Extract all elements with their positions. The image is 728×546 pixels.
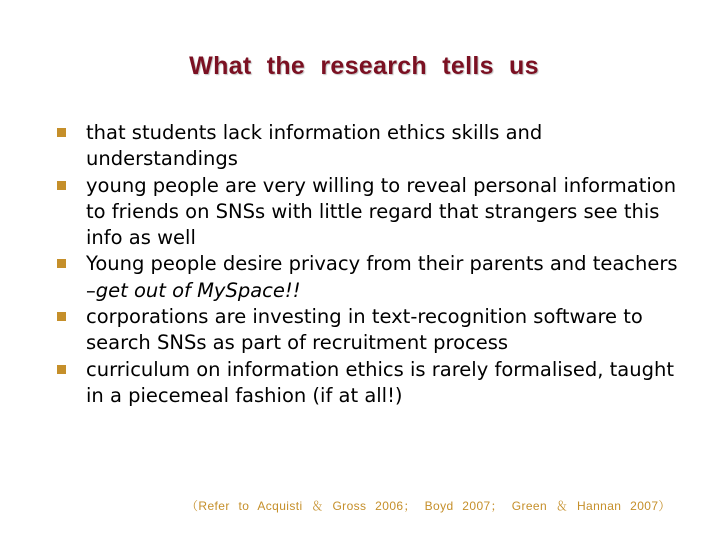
square-bullet-icon bbox=[57, 181, 66, 190]
bullet-item bbox=[50, 120, 690, 173]
bullet-text: corporations are investing in text-recognition software to search SNSs as part of recruitment process bbox=[86, 305, 643, 355]
bullet-text: Young people desire privacy from their parents and teachers – bbox=[86, 252, 678, 302]
bullet-list bbox=[50, 120, 690, 409]
square-bullet-icon bbox=[57, 365, 66, 374]
bullet-item bbox=[50, 251, 690, 304]
bullet-text: young people are very willing to reveal personal information to friends on SNSs with little regard that strangers see this info as well bbox=[86, 173, 677, 250]
bullet-item bbox=[50, 357, 690, 410]
bullet-text: that students lack information ethics skills and understandings bbox=[86, 121, 543, 171]
bullet-item bbox=[50, 304, 690, 357]
citation: （Refer to Acquisti ＆ Gross 2006； Boyd 2007； Green ＆ Hannan 2007） bbox=[186, 499, 671, 513]
square-bullet-icon bbox=[57, 128, 66, 137]
square-bullet-icon bbox=[57, 259, 66, 268]
bullet-text: curriculum on information ethics is rarely formalised, taught in a piecemeal fashion (if at all!) bbox=[86, 357, 674, 407]
bullet-emphasis: get out of MySpace!! bbox=[95, 278, 301, 302]
square-bullet-icon bbox=[57, 312, 66, 321]
bullet-item bbox=[50, 173, 690, 252]
slide-title: What the research tells us bbox=[189, 52, 539, 80]
